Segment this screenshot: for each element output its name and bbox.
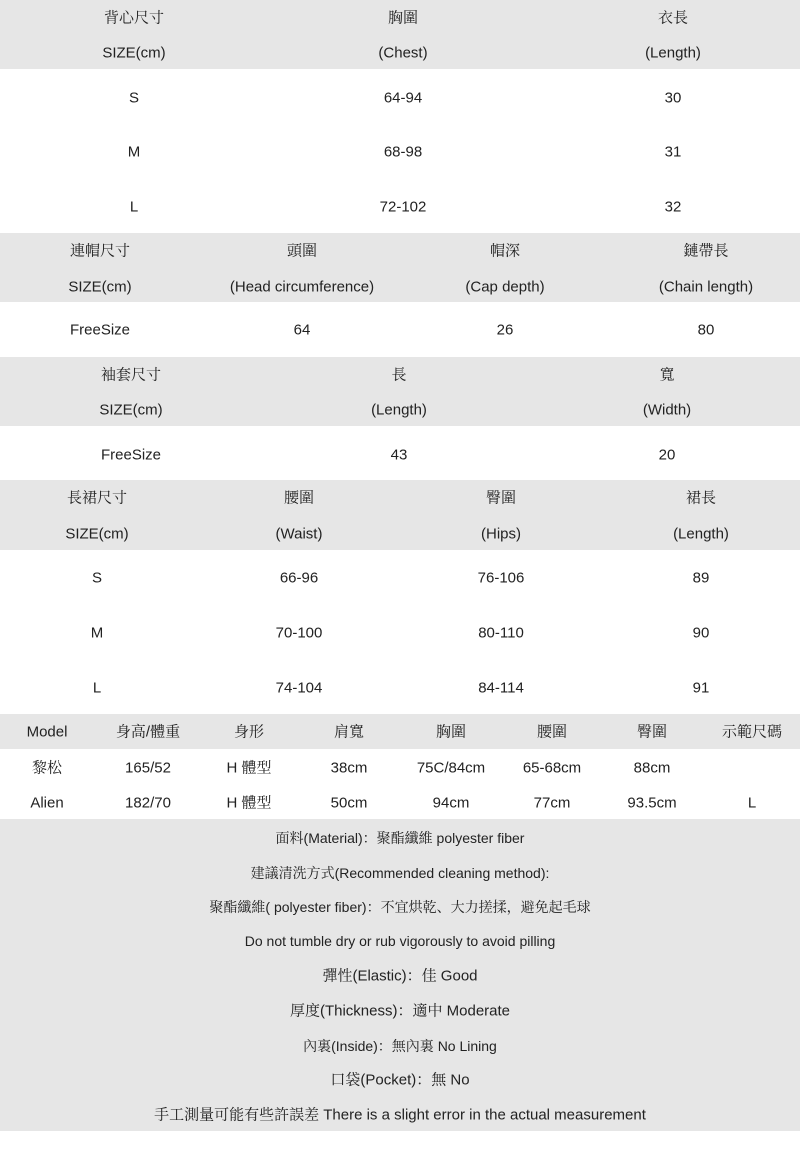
chain-header-cell: (Chain length) <box>658 278 754 296</box>
model-name-cell: 黎松 <box>31 759 63 777</box>
material-note: 面料(Material)：聚酯纖維 polyester fiber <box>275 830 525 846</box>
length-cell: 43 <box>390 446 408 464</box>
hips-cell: 80-110 <box>478 624 524 642</box>
chest-cell: 68-98 <box>383 143 423 161</box>
size-cell: FreeSize <box>69 321 131 339</box>
hips-header-cell: 臀圍 <box>636 723 668 741</box>
hips-header-cell: (Hips) <box>481 525 521 543</box>
size-header-cell: SIZE(cm) <box>68 278 132 296</box>
hips-cell: 93.5cm <box>627 794 677 812</box>
size-header-cell: SIZE(cm) <box>65 525 129 543</box>
size-cell: M <box>90 624 104 642</box>
shoulder-cell: 38cm <box>330 759 368 777</box>
length-cell: 31 <box>664 143 682 161</box>
shoulder-header-cell: 肩寬 <box>333 723 365 741</box>
model-header-cell: Model <box>26 723 68 741</box>
width-header-cell: (Width) <box>642 401 692 419</box>
demo-size-cell: L <box>747 794 757 812</box>
length-cell: 89 <box>692 569 710 587</box>
length-title-cell: 衣長 <box>657 9 689 27</box>
hips-cell: 88cm <box>633 759 671 777</box>
size-header-cell: SIZE(cm) <box>102 44 166 62</box>
size-cell: FreeSize <box>100 446 162 464</box>
shoulder-cell: 50cm <box>330 794 368 812</box>
hips-cell: 84-114 <box>478 679 524 697</box>
chest-cell: 64-94 <box>383 89 423 107</box>
chain-cell: 80 <box>697 321 715 339</box>
length-cell: 32 <box>664 198 682 216</box>
size-cell: L <box>92 679 102 697</box>
waist-title-cell: 腰圍 <box>283 489 315 507</box>
elastic-note: 彈性(Elastic)：佳 Good <box>322 967 478 985</box>
inside-note: 內裏(Inside)：無內裏 No Lining <box>303 1038 497 1054</box>
length-cell: 91 <box>692 679 710 697</box>
size-title-cell: 長裙尺寸 <box>66 489 128 507</box>
body-shape-cell: H 體型 <box>226 794 272 812</box>
width-cell: 20 <box>658 446 676 464</box>
hips-cell: 76-106 <box>477 569 525 587</box>
chest-header-cell: 胸圍 <box>435 723 467 741</box>
height-weight-cell: 182/70 <box>125 794 171 812</box>
waist-header-cell: 腰圍 <box>536 723 568 741</box>
chest-title-cell: 胸圍 <box>387 9 419 27</box>
size-cell: L <box>129 198 139 216</box>
length-title-cell: 長 <box>391 366 407 384</box>
hips-title-cell: 臀圍 <box>485 489 517 507</box>
body-shape-header-cell: 身形 <box>233 723 265 741</box>
length-header-cell: (Length) <box>673 525 729 543</box>
chest-cell: 75C/84cm <box>416 759 486 777</box>
body-shape-cell: H 體型 <box>226 759 272 777</box>
demo-size-header-cell: 示範尺碼 <box>721 723 783 741</box>
model-name-cell: Alien <box>30 794 64 812</box>
size-title-cell: 背心尺寸 <box>103 9 165 27</box>
size-title-cell: 袖套尺寸 <box>100 366 162 384</box>
length-header-cell: (Length) <box>645 44 701 62</box>
size-header-cell: SIZE(cm) <box>99 401 163 419</box>
cleaning-zh-note: 聚酯纖維( polyester fiber)：不宜烘乾、大力搓揉，避免起毛球 <box>209 899 591 915</box>
head-header-cell: (Head circumference) <box>229 278 375 296</box>
size-cell: S <box>91 569 103 587</box>
waist-cell: 66-96 <box>279 569 319 587</box>
chest-cell: 72-102 <box>379 198 427 216</box>
disclaimer-note: 手工測量可能有些許誤差 There is a slight error in the actual measurement <box>154 1106 646 1124</box>
cleaning-title-note: 建議清洗方式(Recommended cleaning method): <box>250 865 550 881</box>
height-weight-header-cell: 身高/體重 <box>115 723 181 741</box>
length-header-cell: (Length) <box>371 401 427 419</box>
length-title-cell: 裙長 <box>685 489 717 507</box>
height-weight-cell: 165/52 <box>125 759 171 777</box>
cap-depth-title-cell: 帽深 <box>489 242 521 260</box>
chain-title-cell: 鏈帶長 <box>683 242 729 260</box>
size-cell: M <box>127 143 141 161</box>
waist-cell: 70-100 <box>275 624 323 642</box>
width-title-cell: 寬 <box>659 366 675 384</box>
length-cell: 90 <box>692 624 710 642</box>
waist-cell: 74-104 <box>275 679 323 697</box>
size-cell: S <box>128 89 140 107</box>
waist-cell: 77cm <box>533 794 571 812</box>
waist-header-cell: (Waist) <box>275 525 323 543</box>
cap-depth-cell: 26 <box>496 321 514 339</box>
chest-header-cell: (Chest) <box>378 44 428 62</box>
head-cell: 64 <box>293 321 311 339</box>
chest-cell: 94cm <box>432 794 470 812</box>
head-title-cell: 頭圍 <box>286 242 318 260</box>
cap-depth-header-cell: (Cap depth) <box>465 278 545 296</box>
size-title-cell: 連帽尺寸 <box>69 242 131 260</box>
pocket-note: 口袋(Pocket)：無 No <box>330 1071 470 1089</box>
thickness-note: 厚度(Thickness)：適中 Moderate <box>289 1002 511 1020</box>
cleaning-en-note: Do not tumble dry or rub vigorously to avoid pilling <box>244 933 556 949</box>
length-cell: 30 <box>664 89 682 107</box>
waist-cell: 65-68cm <box>522 759 582 777</box>
